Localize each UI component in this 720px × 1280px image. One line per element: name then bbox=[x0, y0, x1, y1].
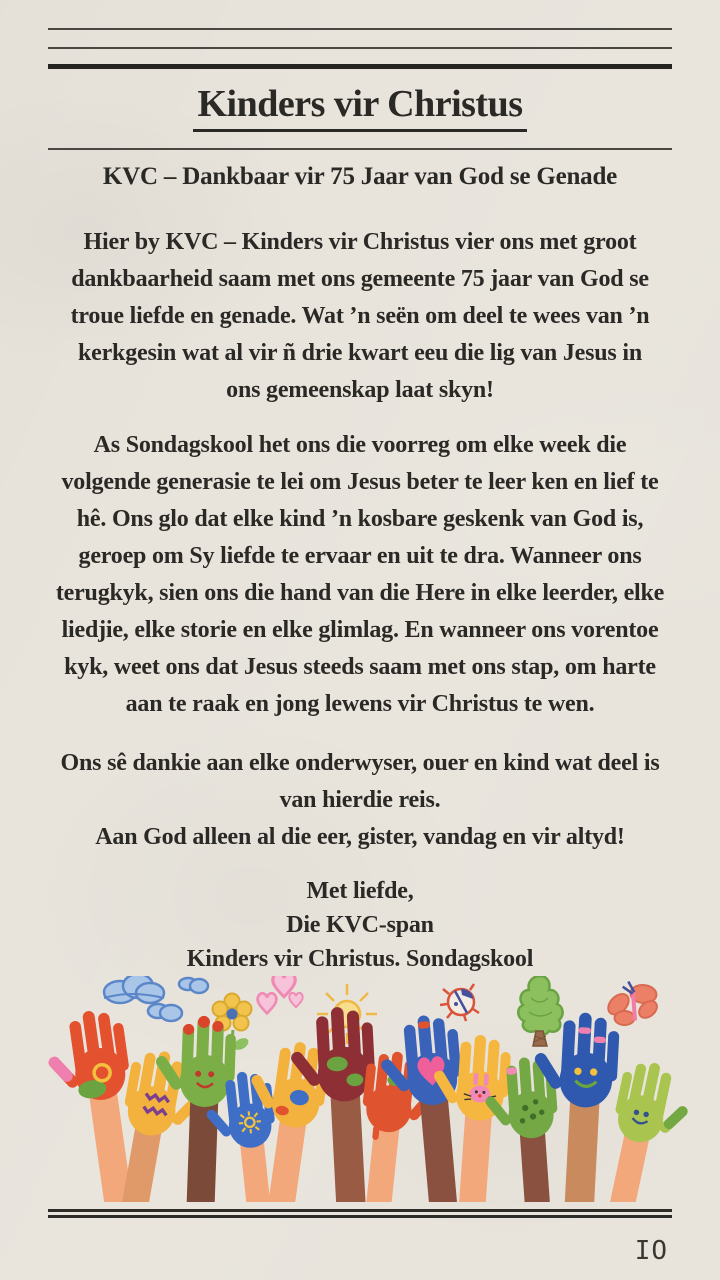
raised-hands-illustration bbox=[0, 976, 720, 1202]
top-rule-2 bbox=[48, 47, 672, 49]
closing-line-3: Kinders vir Christus. Sondagskool bbox=[186, 945, 534, 972]
subtitle: KVC – Dankbaar vir 75 Jaar van God se Genade bbox=[102, 162, 618, 190]
page-number: IO bbox=[634, 1235, 668, 1266]
title-separator-rule bbox=[48, 148, 672, 150]
top-rule-1 bbox=[48, 28, 672, 30]
tree-icon bbox=[518, 976, 562, 1046]
paragraph-3 bbox=[40, 745, 680, 856]
ladybug-icon bbox=[440, 984, 479, 1021]
paragraph-3-line-2: Aan God alleen al die eer, gister, vandag en vir altyd! bbox=[95, 823, 625, 850]
clouds-icon bbox=[104, 976, 208, 1021]
page-title: Kinders vir Christus bbox=[0, 83, 720, 132]
closing-block bbox=[0, 874, 720, 976]
hearts-icon bbox=[258, 976, 303, 1013]
butterfly-icon bbox=[599, 976, 667, 1033]
paragraph-2: As Sondagskool het ons die voorreg om elke week die volgende generasie te lei om Jesus beter te leer ken en lief te hê. Ons glo dat elke kind ’n kosbare geskenk van God is, geroep om Sy liefde te ervaar en uit te dra. Wanneer ons terugkyk, sien ons die hand van die Here in elke leerder, elke liedjie, elke storie en elke glimlag. En wanneer ons vorentoe kyk, weet ons dat Jesus steeds saam met ons stap, om harte aan te raak en jong lewens vir Christus te wen. bbox=[55, 431, 665, 717]
closing-line-2: Die KVC-span bbox=[286, 911, 434, 938]
paragraph-1: Hier by KVC – Kinders vir Christus vier ons met groot dankbaarheid saam met ons gemeente 75 jaar van God se troue liefde en genade. Wat ’n seën om deel te wees van ’n kerkgesin wat al vir ñ drie kwart eeu die lig van Jesus in ons gemeenskap laat skyn! bbox=[70, 228, 650, 403]
bottom-double-rule bbox=[48, 1209, 672, 1218]
closing-line-1: Met liefde, bbox=[306, 877, 414, 904]
top-rule-3 bbox=[48, 64, 672, 69]
paragraph-3-line-1: Ons sê dankie aan elke onderwyser, ouer en kind wat deel is van hierdie reis. bbox=[60, 749, 660, 813]
